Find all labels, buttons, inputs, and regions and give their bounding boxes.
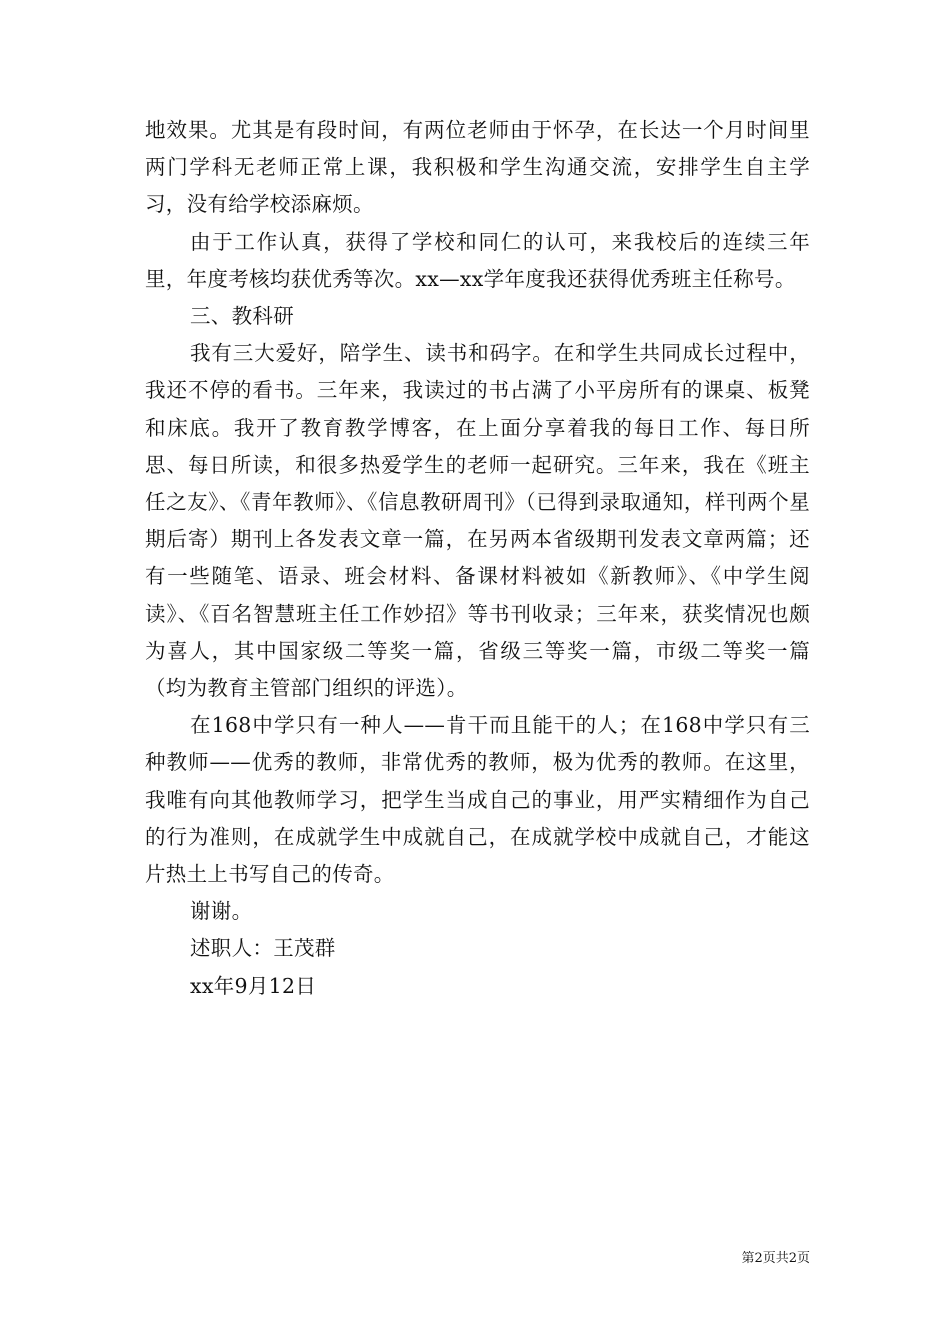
signature-line: 述职人：王茂群: [190, 936, 336, 961]
page-number-footer: 第2页共2页: [741, 1251, 810, 1266]
paragraph-continuation: 地效果。尤其是有段时间，有两位老师由于怀孕，在长达一个月时间里两门学科无老师正常上课，我积极和学生沟通交流，安排学生自主学习，没有给学校添麻烦。: [145, 118, 810, 217]
document-body: [145, 112, 810, 1005]
paragraph-school-168: 在168中学只有一种人——肯干而且能干的人；在168中学只有三种教师——优秀的教师，非常优秀的教师，极为优秀的教师。在这里，我唯有向其他教师学习，把学生当成自己的事业，用严实精细作为自己的行为准则，在成就学生中成就自己，在成就学校中成就自己，才能这片热土上书写自己的传奇。: [145, 713, 810, 887]
paragraph-recognition: 由于工作认真，获得了学校和同仁的认可，来我校后的连续三年里，年度考核均获优秀等次。xx—xx学年度我还获得优秀班主任称号。: [145, 229, 810, 291]
section-heading-research: 三、教科研: [190, 304, 294, 329]
date-line: xx年9月12日: [190, 973, 317, 998]
paragraph-research: 我有三大爱好，陪学生、读书和码字。在和学生共同成长过程中，我还不停的看书。三年来，我读过的书占满了小平房所有的课桌、板凳和床底。我开了教育教学博客，在上面分享着我的每日工作、每日所思、每日所读，和很多热爱学生的老师一起研究。三年来，我在《班主任之友》、《青年教师》、《信息教研周刊》（已得到录取通知，样刊两个星期后寄）期刊上各发表文章一篇，在另两本省级期刊发表文章两篇；还有一些随笔、语录、班会材料、备课材料被如《新教师》、《中学生阅读》、《百名智慧班主任工作妙招》等书刊收录；三年来，获奖情况也颇为喜人，其中国家级二等奖一篇，省级三等奖一篇，市级二等奖一篇（均为教育主管部门组织的评选）。: [145, 341, 810, 701]
closing-thanks: 谢谢。: [190, 899, 253, 924]
